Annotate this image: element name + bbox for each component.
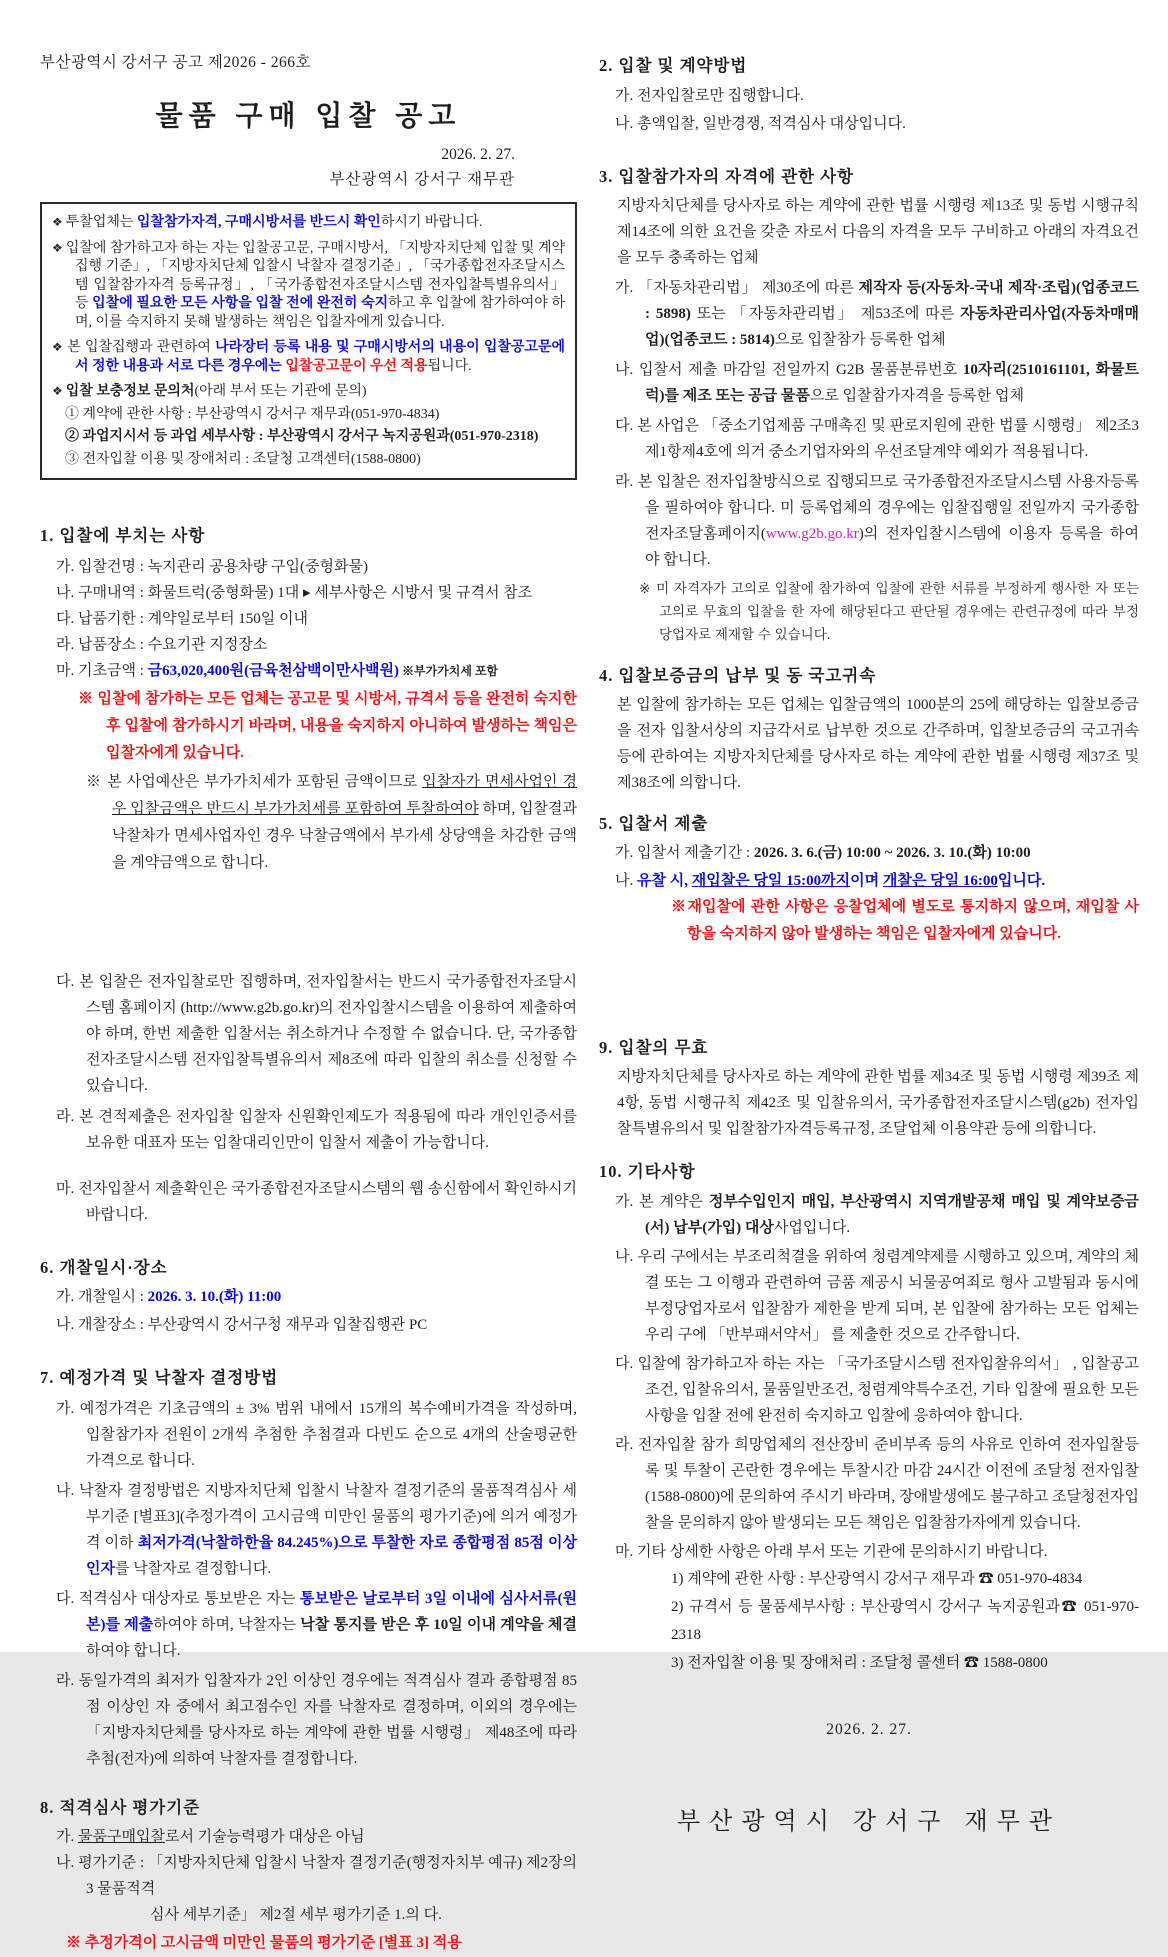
- text-segment: (아래 부서 또는 기관에 문의): [194, 384, 367, 399]
- text-segment: 개찰은 당일 16:00: [882, 873, 998, 889]
- text-segment: 이며: [850, 873, 883, 889]
- text-segment: 10자리(2510161101, 화물트럭)를 제조 또는 공급 물품: [645, 362, 1139, 404]
- section-1-note-vat: [40, 769, 577, 877]
- text-segment: ※ 미 자격자가 고의로 입찰에 참가하여 입찰에 관한 서류를 부정하게 행사한 자 또는 고의로 무효의 입찰을 한 자에 해당된다고 판단될 경우에는 관련규정에 따라 부정당업자로 제재할 수 있습니다.: [639, 581, 1139, 642]
- page-title: 물품 구매 입찰 공고: [155, 100, 462, 131]
- text-segment: 나. 우리 구에서는 부조리척결을 위하여 청렴계약제를 시행하고 있으며, 계약의 체결 또는 그 이행과 관련하여 금품 제공시 뇌물공여죄로 형사 고발됨과 동시에 부정당업자로서 입찰참가 제한을 받게 되며, 본 입찰에 참가하는 모든 업체는 우리 구에 「반부패서약서」 를 제출한 것으로 간주합니다.: [615, 1249, 1139, 1343]
- text-segment: 자동차관리사업(자동차매매업)(업종코드 : 5814): [645, 306, 1139, 348]
- text-segment: 마. 기타 상세한 사항은 아래 부서 또는 기관에 문의하시기 바랍니다.: [615, 1544, 1048, 1560]
- text-segment: 재입찰은 당일 15:00까지: [691, 873, 851, 889]
- section-6-item-na: [40, 1312, 577, 1338]
- section-1-item-ra2: [40, 1104, 577, 1156]
- footer-date: 2026. 2. 27.: [826, 1721, 912, 1738]
- box-bullet-2: [52, 239, 565, 333]
- text-segment: 라. 본 입찰은 전자입찰방식으로 집행되므로 국가종합전자조달시스템 사용자등록을 필하여야 합니다. 미 등록업체의 경우에는 입찰집행일 전일까지 국가종합전자조달홈페이지(: [615, 474, 1139, 542]
- section-1-item-ga: [40, 554, 577, 580]
- left-column: [40, 0, 577, 1957]
- text-segment: 라. 동일가격의 최저가 입찰자가 2인 이상인 경우에는 적격심사 결과 종합평점 85점 이상인 자 중에서 최고점수인 자를 낙찰자로 결정하며, 이외의 경우에는 「지방자치단체를 당사자로 하는 계약에 관한 법률 시행령」 제48조에 따라 추첨(전자)에 의하여 낙찰자를 결정합니다.: [56, 1673, 577, 1767]
- section-4-heading: 4. 입찰보증금의 납부 및 동 국고귀속: [599, 666, 877, 685]
- text-segment: 본 입찰집행과 관련하여: [67, 340, 216, 355]
- text-segment: 됩니다.: [427, 358, 472, 374]
- section-10-item-da: [599, 1351, 1139, 1429]
- section-6-item-ga: [40, 1284, 577, 1310]
- text-segment: 입찰공고문이 우선 적용: [285, 358, 428, 374]
- text-segment: 정부수입인지 매입, 부산광역시 지역개발공채 매입 및 계약보증금(서) 납부(가입) 대상: [645, 1194, 1140, 1236]
- section-3-item-ra: [599, 469, 1139, 573]
- text-segment: ※재입찰에 관한 사항은 응찰업체에 별도로 통지하지 않으며, 재입찰 사항을 숙지하지 않아 발생하는 책임은 입찰자에게 있습니다.: [671, 899, 1139, 942]
- section-10-heading: 10. 기타사항: [599, 1162, 696, 1181]
- text-segment: 나. 입찰서 제출 마감일 전일까지 G2B 물품분류번호: [615, 362, 963, 378]
- box-bullet-4: [52, 382, 565, 402]
- text-segment: 하여야 하며, 낙찰자는: [153, 1617, 301, 1633]
- box-contact-1: [52, 406, 565, 425]
- section-10-item-ra: [599, 1432, 1139, 1536]
- section-1-item-na: [40, 580, 577, 606]
- section-8-item-ga: [40, 1824, 577, 1850]
- section-2-heading: 2. 입찰 및 계약방법: [599, 56, 748, 75]
- section-1-item-ra: [40, 632, 577, 658]
- text-segment: 다. 납품기한 : 계약일로부터 150일 이내: [56, 611, 309, 627]
- right-column: [599, 0, 1139, 1836]
- text-segment: ※ 입찰에 참가하는 모든 업체는 공고문 및 시방서, 규격서 등을 완전히 숙지한 후 입찰에 참가하시기 바라며, 내용을 숙지하지 아니하여 발생하는 책임은 입찰자에게 있습니다.: [78, 691, 577, 761]
- text-segment: 가. 전자입찰로만 집행합니다.: [615, 88, 804, 104]
- section-5-note-red: [599, 894, 1139, 948]
- section-10-contact-3: [599, 1649, 1139, 1677]
- section-10-item-ga: [599, 1189, 1139, 1241]
- section-2-item-ga: [599, 83, 1139, 109]
- text-segment: 가. 개찰일시 :: [56, 1289, 148, 1305]
- text-segment: 통보받은 날로부터 3일 이내에 심사서류(원본)를 제출: [86, 1591, 577, 1633]
- text-segment: 라. 전자입찰 참가 희망업체의 전산장비 준비부족 등의 사유로 인하여 전자입찰등록 및 투찰이 곤란한 경우에는 투찰시간 마감 24시간 이전에 조달청 전자입찰 (1588-0800)에 문의하여 주시기 바라며, 장애발생에도 불구하고 조달청전자입찰을 문의하지 않아 발생되는 모든 책임은 입찰참가자에게 있습니다.: [615, 1437, 1139, 1531]
- section-5-item-ga: [599, 840, 1139, 866]
- section-9-heading: 9. 입찰의 무효: [599, 1038, 709, 1057]
- section-1-item-da: [40, 606, 577, 632]
- text-segment: 으로 입찰참가 등록한 업체: [774, 332, 946, 348]
- section-3-note: [599, 577, 1139, 646]
- text-segment: 가. 입찰건명 : 녹지관리 공용차량 구입(중형화물): [56, 559, 368, 575]
- text-segment: 다. 적격심사 대상자로 통보받은 자는: [56, 1591, 300, 1607]
- section-10-item-ma: [599, 1539, 1139, 1565]
- text-segment: ※ 추정가격이 고시금액 미만인 물품의 평가기준 [별표 3] 적용: [66, 1935, 462, 1951]
- section-7-item-na: [40, 1478, 577, 1582]
- text-segment: 나. 평가기준 : 「지방자치단체 입찰시 낙찰자 결정기준(행정자치부 예규) 제2장의3 물품적격: [56, 1855, 577, 1897]
- text-segment: 마. 전자입찰서 제출확인은 국가종합전자조달시스템의 웹 송신함에서 확인하시기 바랍니다.: [56, 1181, 577, 1223]
- g2b-link[interactable]: www.g2b.go.kr: [765, 526, 859, 542]
- text-segment: 2) 규격서 등 물품세부사항 : 부산광역시 강서구 녹지공원과☎ 051-970-2318: [671, 1599, 1139, 1643]
- text-segment: 다. 입찰에 참가하고자 하는 자는 「국가조달시스템 전자입찰유의서」 , 입찰공고 조건, 입찰유의서, 물품일반조건, 청렴계약특수조건, 기타 입찰에 필요한 모든 사항을 입찰 전에 완전히 숙지하고 입찰에 응하여야 합니다.: [615, 1356, 1139, 1424]
- section-7-item-da: [40, 1586, 577, 1664]
- section-5-heading: 5. 입찰서 제출: [599, 814, 709, 833]
- section-8-note-red: [40, 1930, 577, 1957]
- section-4-body: [599, 692, 1139, 796]
- section-7-item-ga: [40, 1396, 577, 1474]
- text-segment: 가. 예정가격은 기초금액의 ± 3% 범위 내에서 15개의 복수예비가격을 작성하며, 입찰참가자 전원이 2개씩 추첨한 추첨결과 다빈도 순으로 4개의 산술평균한 가격으로 합니다.: [56, 1401, 577, 1469]
- section-6-heading: 6. 개찰일시·장소: [40, 1258, 168, 1277]
- section-1-item-ma: [40, 658, 577, 684]
- section-10-contact-1: [599, 1565, 1139, 1593]
- section-2-item-na: [599, 111, 1139, 137]
- notice-box: [40, 202, 577, 480]
- section-1-item-ma2: [40, 1176, 577, 1228]
- text-segment: 입찰에 참가하고자 하는 자는 입찰공고문, 구매시방서, 「지방자치단체 입찰 및 계약집행 기준」, 「지방자치단체 입찰시 낙찰자 결정기준」, 「국가종합전자조달시스템 입찰참가자격 등록규정」, 「국가종합전자조달시스템 전자입찰특별유의서」 등: [65, 240, 565, 311]
- text-segment: 입찰참가자격, 구매시방서를 반드시 확인: [136, 215, 381, 230]
- text-segment: 하여야 합니다.: [86, 1643, 181, 1659]
- text-segment: 지방자치단체를 당사자로 하는 계약에 관한 법률 제34조 및 동법 시행령 제39조 제4항, 동법 시행규칙 제42조 및 입찰유의서, 국가종합전자조달시스템(g2b) 전자입찰특별유의서 및 입찰참가자격등록규정, 조달업체 이용약관 등에 의합니다.: [617, 1069, 1139, 1137]
- publish-date: 2026. 2. 27.: [441, 146, 515, 163]
- box-bullet-3: [52, 338, 565, 376]
- text-segment: 나.: [615, 873, 637, 889]
- text-segment: 1) 계약에 관한 사항 : 부산광역시 강서구 재무과 ☎ 051-970-4834: [671, 1571, 1083, 1587]
- text-segment: 최저가격(낙찰하한율 84.245%)으로 투찰한 자로 종합평점 85점 이상인자: [86, 1535, 577, 1577]
- section-3-item-ga: [599, 275, 1139, 353]
- text-segment: 를 낙찰자로 결정합니다.: [114, 1561, 272, 1577]
- text-segment: 사업입니다.: [773, 1220, 851, 1236]
- text-segment: 낙찰 통지를 받은 후 10일 이내 계약을 체결: [300, 1617, 577, 1633]
- box-contact-2: [52, 428, 565, 447]
- text-segment: ※ 본 사업예산은 부가가치세가 포함된 금액이므로: [86, 774, 423, 790]
- section-9-body: [599, 1064, 1139, 1142]
- text-segment: 가. 입찰서 제출기간 :: [615, 845, 754, 861]
- text-segment: 금63,020,400원(금육천삼백이만사백원): [147, 663, 399, 679]
- text-segment: ① 계약에 관한 사항 : 부산광역시 강서구 재무과(051-970-4834): [65, 406, 440, 422]
- text-segment: 유찰 시,: [637, 873, 692, 889]
- text-segment: 3) 전자입찰 이용 및 장애처리 : 조달청 콜센터 ☎ 1588-0800: [671, 1655, 1048, 1671]
- section-1-note-red: [40, 686, 577, 767]
- diamond-bullet-icon: ❖: [52, 384, 66, 398]
- text-segment: 하며, 입찰결과 낙찰차가 면세사업자인 경우 낙찰금액에서 부가세 상당액을 차감한 금액을 계약금액으로 합니다.: [112, 801, 577, 871]
- notice-number: 부산광역시 강서구 공고 제2026 - 266호: [40, 54, 311, 71]
- section-7-heading: 7. 예정가격 및 낙찰자 결정방법: [40, 1368, 279, 1387]
- text-segment: 투찰업체는: [65, 215, 137, 230]
- section-1-item-da2: [40, 969, 577, 1099]
- text-segment: 입찰에 필요한 모든 사항을 입찰 전에 완전히 숙지: [92, 296, 389, 311]
- text-segment: 나라장터 등록 내용 및 구매시방서의 내용이 입찰공고문에서 정한 내용과 서로 다른 경우에는: [75, 340, 565, 374]
- text-segment: 입니다.: [997, 873, 1046, 889]
- section-8-item-na-line2: [40, 1902, 577, 1928]
- text-segment: ※부가가치세 포함: [399, 664, 499, 678]
- text-segment: 다. 본 입찰은 전자입찰로만 집행하며, 전자입찰서는 반드시 국가종합전자조달시스템 홈페이지 (http://www.g2b.go.kr)의 전자입찰시스템을 이용하여 제출하여야 하며, 한번 제출한 입찰서는 취소하거나 수정할 수 없습니다. 단, 국가종합전자조달시스템 전자입찰특별유의서 제8조에 따라 입찰의 취소를 신청할 수 있습니다.: [56, 974, 577, 1094]
- section-1-heading: 1. 입찰에 부치는 사항: [40, 526, 206, 545]
- section-3-heading: 3. 입찰참가자의 자격에 관한 사항: [599, 167, 855, 186]
- text-segment: 본 입찰에 참가하는 모든 업체는 입찰금액의 1000분의 25에 해당하는 입찰보증금을 전자 입찰서상의 지급각서로 납부한 것으로 간주하며, 입찰보증금의 국고귀속 등에 관하여는 지방자치단체를 당사자로 하는 계약에 관한 법률 시행령 제37조 및 제38조에 의합니다.: [617, 697, 1139, 791]
- text-segment: 2026. 3. 6.(금) 10:00 ~ 2026. 3. 10.(화) 10:00: [753, 845, 1031, 861]
- text-segment: 가. 「자동차관리법」 제30조에 따른: [615, 280, 859, 296]
- text-segment: 지방자치단체를 당사자로 하는 계약에 관한 법률 시행령 제13조 및 동법 시행규칙 제14조에 의한 요건을 갖춘 자로서 다음의 자격을 모두 구비하고 아래의 자격요건을 모두 충족하는 업체: [617, 198, 1139, 266]
- diamond-bullet-icon: ❖: [52, 215, 66, 229]
- publish-issuer: 부산광역시 강서구 재무관: [329, 171, 515, 188]
- diamond-bullet-icon: ❖: [52, 340, 68, 354]
- text-segment: ② 과업지시서 등 과업 세부사항 : 부산광역시 강서구 녹지공원과(051-970-2318): [65, 429, 539, 444]
- text-segment: 로서 기술능력평가 대상은 아님: [164, 1829, 365, 1845]
- diamond-bullet-icon: ❖: [52, 240, 66, 255]
- text-segment: 2026. 3. 10.(화) 11:00: [147, 1289, 282, 1305]
- text-segment: 입찰 보충정보 문의처: [65, 384, 195, 399]
- text-segment: 하시기 바랍니다.: [380, 215, 483, 230]
- box-bullet-1: [52, 213, 565, 233]
- text-segment: 가. 본 계약은: [615, 1194, 709, 1210]
- text-segment: 또는 「자동차관리법」 제53조에 따른: [690, 306, 961, 322]
- text-segment: ③ 전자입찰 이용 및 장애처리 : 조달청 고객센터(1588-0800): [65, 451, 421, 467]
- section-8-item-na: [40, 1850, 577, 1902]
- text-segment: 가.: [56, 1829, 78, 1845]
- text-segment: 나. 구매내역 : 화물트럭(중형화물) 1대 ▸ 세부사항은 시방서 및 규격서 참조: [56, 585, 533, 601]
- section-8-heading: 8. 적격심사 평가기준: [40, 1798, 201, 1817]
- text-segment: 라. 납품장소 : 수요기관 지정장소: [56, 637, 268, 653]
- text-segment: 마. 기초금액 :: [56, 663, 148, 679]
- text-segment: )의 전자입찰시스템에 이용자 등록을 하여야 합니다.: [645, 526, 1139, 568]
- text-segment: 나. 개찰장소 : 부산광역시 강서구청 재무과 입찰집행관 PC: [56, 1317, 428, 1333]
- section-3-item-na: [599, 357, 1139, 409]
- section-5-item-na: [599, 868, 1139, 894]
- section-3-item-da: [599, 413, 1139, 465]
- text-segment: 나. 총액입찰, 일반경쟁, 적격심사 대상입니다.: [615, 116, 906, 132]
- text-segment: 심사 세부기준」 제2절 세부 평가기준 1.의 다.: [150, 1907, 442, 1923]
- section-3-intro: [599, 193, 1139, 271]
- section-10-item-na: [599, 1244, 1139, 1348]
- text-segment: 라. 본 견적제출은 전자입찰 입찰자 신원확인제도가 적용됨에 따라 개인인증서를 보유한 대표자 또는 입찰대리인만이 입찰서 제출이 가능합니다.: [56, 1109, 577, 1151]
- text-segment: 다. 본 사업은 「중소기업제품 구매촉진 및 판로지원에 관한 법률 시행령」 제2조3 제1항제4호에 의거 중소기업자와의 우선조달계약 예외가 적용됩니다.: [615, 418, 1139, 460]
- text-segment: 입찰자가 면세사업인 경우 입찰금액은 반드시 부가가치세를 포함하여 투찰하여야: [112, 774, 577, 817]
- box-contact-3: [52, 451, 565, 470]
- text-segment: 하고 후 입찰에 참가하여야 하며, 이를 숙지하지 못해 발생하는 책임은 입찰자에게 있습니다.: [75, 296, 565, 330]
- text-segment: 제작자 등(자동차-국내 제작·조립)(업종코드 : 5898): [645, 280, 1139, 322]
- section-10-contact-2: [599, 1593, 1139, 1649]
- text-segment: 나. 낙찰자 결정방법은 지방자치단체 입찰시 낙찰자 결정기준의 물품적격심사 세부기준 [별표3](추정가격이 고시금액 미만인 물품의 평가기준)에 의거 예정가격 이하: [56, 1483, 577, 1551]
- footer-issuer: 부산광역시 강서구 재무관: [676, 1809, 1062, 1835]
- text-segment: 물품구매입찰: [78, 1829, 165, 1845]
- section-7-item-ra: [40, 1668, 577, 1772]
- text-segment: 으로 입찰참가자격을 등록한 업체: [809, 388, 1025, 404]
